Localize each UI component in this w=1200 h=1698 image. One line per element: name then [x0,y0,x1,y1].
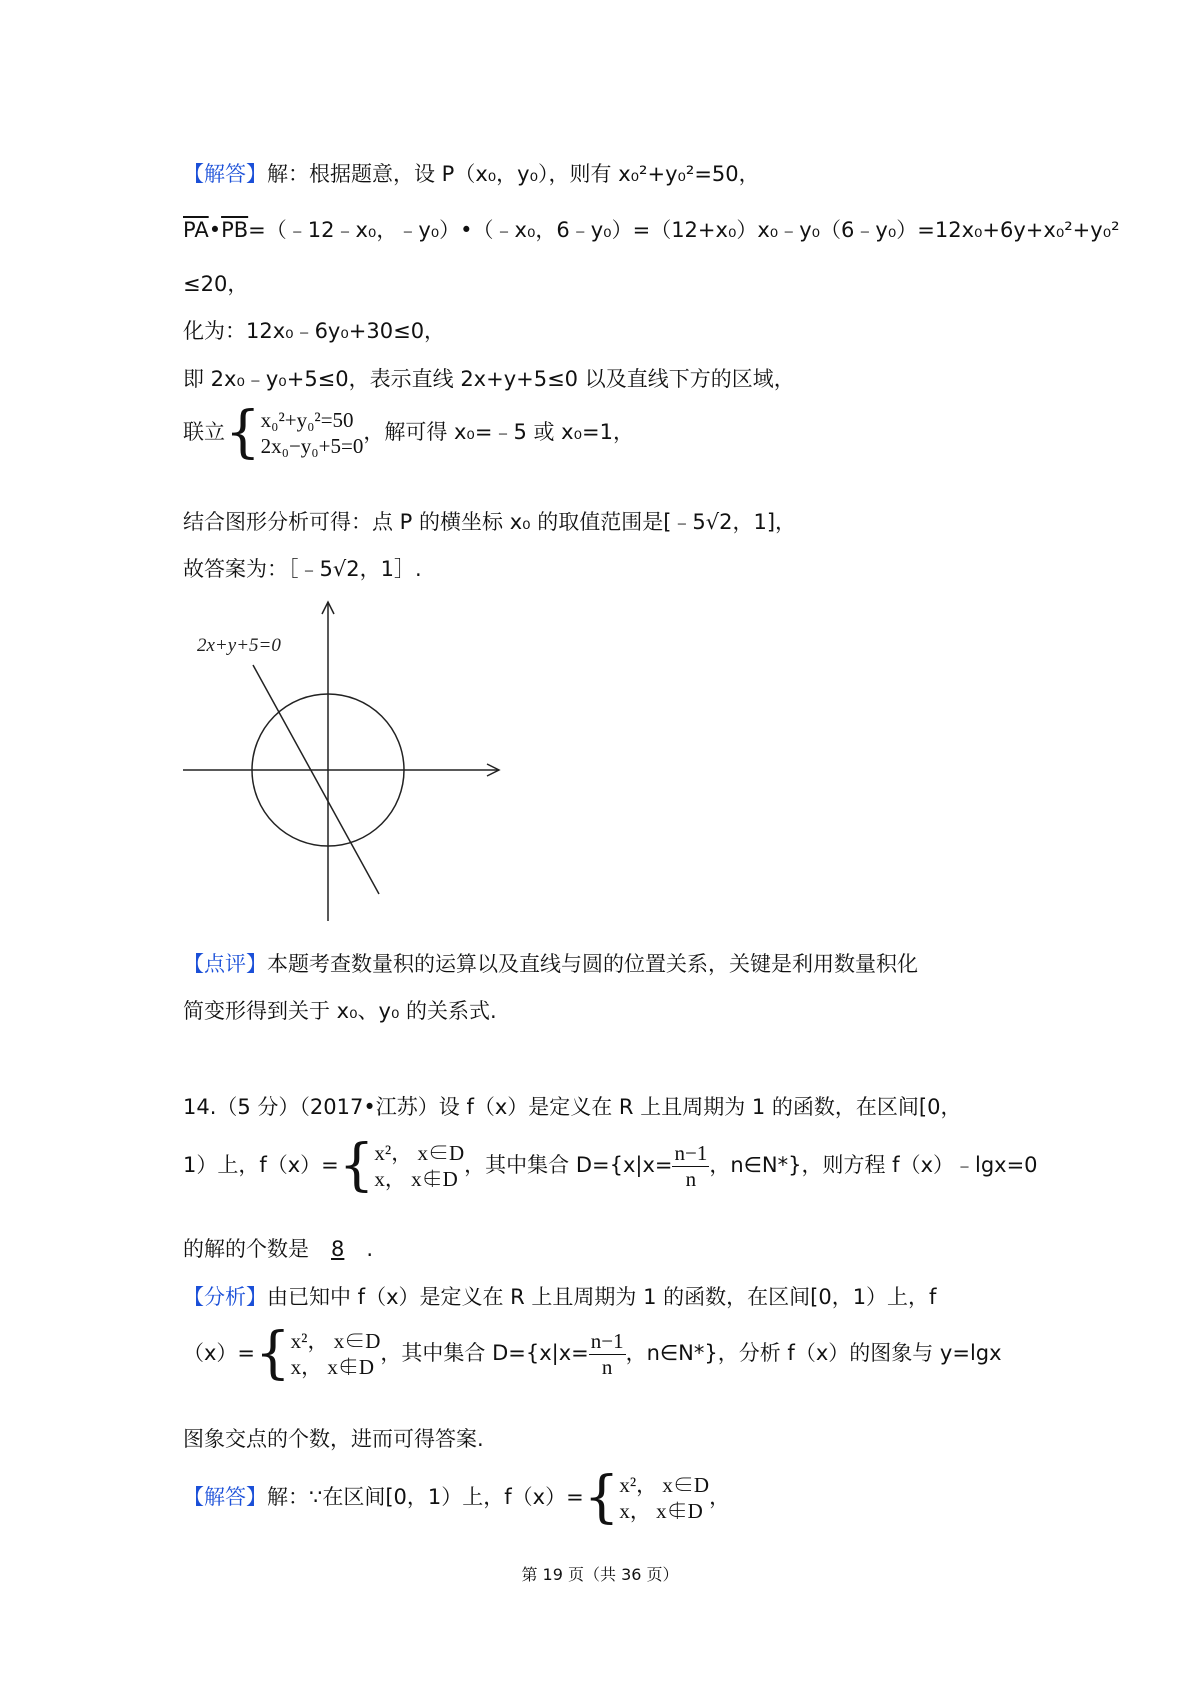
text: ，解可得 x₀=﹣5 或 x₀=1， [363,420,634,444]
text: 解：根据题意，设 P（x₀，y₀），则有 x₀²+y₀²=50， [267,162,760,186]
text: ，n∈N*}，分析 f（x）的图象与 y=lgx [625,1341,1002,1365]
q14-line-3 [183,1233,373,1263]
answer-tag: 【解答】 [183,1485,267,1509]
denominator: n [601,1354,613,1379]
text: 联立 [183,420,225,444]
case-1: x²， x∈D [290,1329,381,1353]
text: 1）上，f（x）= [183,1153,339,1177]
text: =（﹣12﹣x₀，﹣y₀）•（﹣x₀，6﹣y₀）=（12+x₀）x₀﹣y₀（6﹣y₀）=12x₀+6y+x₀²+y₀² [248,218,1120,242]
answer-tag: 【解答】 [183,162,267,186]
analysis-line-1 [183,1281,936,1311]
text: ，n∈N*}，则方程 f（x）﹣lgx=0 [709,1153,1038,1177]
analysis-line-3: 图象交点的个数，进而可得答案. [183,1427,484,1451]
line-2x-y-5 [253,665,379,894]
vector-pb: $\overline{PB}$ [221,218,249,242]
numerator: n−1 [674,1140,708,1165]
case-2: 2x₀−y₀+5=0 [260,434,364,458]
piecewise-function: { x²， x∈D x， x∉D [255,1321,381,1386]
solution-line-7: 结合图形分析可得：点 P 的横坐标 x₀ 的取值范围是[﹣5√2，1]， [183,510,797,534]
denominator: n [685,1166,697,1191]
text: ， [709,1485,731,1509]
equation-system: { x₀²+y₀²=50 2x₀−y₀+5=0 [225,400,364,465]
text: （x）= [183,1341,256,1365]
case-1: x²， x∈D [374,1141,465,1165]
text: 由已知中 f（x）是定义在 R 上且周期为 1 的函数，在区间[0，1）上，f [267,1285,937,1309]
text: 本题考查数量积的运算以及直线与圆的位置关系，关键是利用数量积化 [267,952,918,976]
text: ，其中集合 D={x|x= [464,1153,673,1177]
piecewise-function: { x²， x∈D x， x∉D [583,1465,710,1530]
line-label: 2x+y+5=0 [197,635,281,656]
solution-line-3: ≤20， [183,272,249,296]
answer-blank: 8 [331,1237,345,1261]
text: 解：∵在区间[0，1）上，f（x）= [267,1485,584,1509]
analysis-line-2 [183,1321,1002,1386]
analysis-tag: 【分析】 [183,1285,267,1309]
solution-line-5: 即 2x₀﹣y₀+5≤0，表示直线 2x+y+5≤0 以及直线下方的区域， [183,367,795,391]
case-1: x₀²+y₀²=50 [260,408,354,432]
solution-line-8: 故答案为：［﹣5√2，1］. [183,557,422,581]
vector-pa: $\overline{PA}$ [183,218,209,242]
case-2: x， x∉D [619,1499,703,1523]
text: 的解的个数是 [183,1237,309,1261]
q14-line-1: 14.（5 分）（2017•江苏）设 f（x）是定义在 R 上且周期为 1 的函数，在区间[0， [183,1095,962,1119]
review-tag: 【点评】 [183,952,267,976]
page-footer: 第 19 页（共 36 页） [521,1565,679,1584]
review-line-2: 简变形得到关于 x₀、y₀ 的关系式. [183,999,497,1023]
solution14-line-1 [183,1465,731,1530]
text: . [366,1237,374,1261]
dot: • [208,218,222,242]
case-2: x， x∉D [374,1167,458,1191]
fraction [589,1329,626,1380]
case-2: x， x∉D [290,1355,375,1379]
solution-line-4: 化为：12x₀﹣6y₀+30≤0， [183,319,446,343]
fraction [672,1141,709,1192]
case-1: x²， x∈D [619,1473,710,1497]
numerator: n−1 [590,1328,624,1353]
piecewise-function: { x²， x∈D x， x∉D [338,1133,465,1198]
q14-line-2 [183,1133,1038,1198]
review-line-1 [183,948,918,978]
text: ，其中集合 D={x|x= [380,1341,589,1365]
